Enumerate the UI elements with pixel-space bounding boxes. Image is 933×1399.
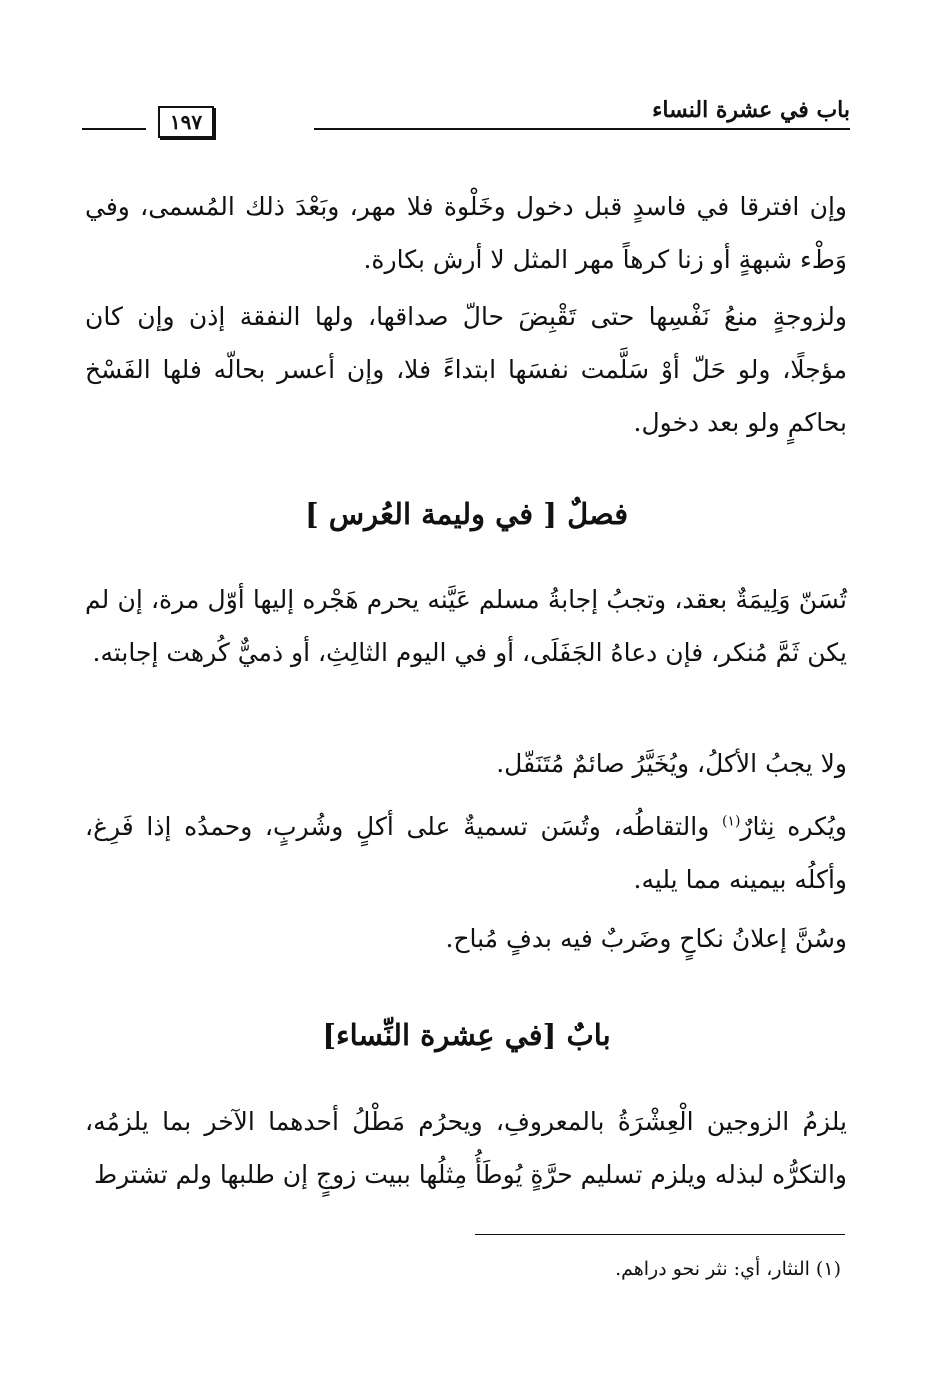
paragraph: يلزمُ الزوجين الْعِشْرَةُ بالمعروفِ، ويحرُم مَطْلُ أحدهما الآخر بما يلزمُه، والتكرُّه لبذله ويلزم تسليم حرَّةٍ يُوطَأُ مِثلُها ببيت زوجٍ إن طلبها ولم تشترط xyxy=(85,1107,847,1189)
paragraph-text: والتقاطُه، وتُسَن تسميةٌ على أكلٍ وشُربٍ، وحمدُه إذا فَرِغ، وأكلُه بيمينه مما يليه. xyxy=(85,812,847,894)
footnote: (١) النثار، أي: نثر نحو دراهم. xyxy=(615,1258,841,1280)
paragraph-text: ويُكره نِثارٌ xyxy=(740,812,848,841)
paragraph: وسُنَّ إعلانُ نكاحٍ وضَربٌ فيه بدفٍ مُباح. xyxy=(445,924,847,953)
footnote-separator xyxy=(475,1234,845,1235)
page-number: ١٩٧ xyxy=(158,106,214,138)
paragraph: وإن افترقا في فاسدٍ قبل دخول وخَلْوة فلا مهر، وبَعْدَ ذلك المُسمى، وفي وَطْء شبهةٍ أو زنا كرهاً مهر المثل لا أرش بكارة. xyxy=(85,192,847,274)
chapter-heading: بابٌ [في عِشرة النِّساء] xyxy=(322,1018,611,1052)
paragraph: تُسَنّ وَلِيمَةٌ بعقد، وتجبُ إجابةُ مسلم عَيَّنه يحرم هَجْره إليها أوّل مرة، إن لم يكن ثَمَّ مُنكر، فإن دعاهُ الجَفَلَى، أو في اليوم الثالِثِ، أو ذميٌّ كُرهت إجابته. xyxy=(85,585,847,667)
header-rule-left xyxy=(82,128,146,130)
page-header xyxy=(82,96,850,148)
running-title: باب في عشرة النساء xyxy=(652,97,850,123)
footnote-marker[interactable]: (١) xyxy=(721,813,741,830)
paragraph: ولا يجبُ الأكلُ، ويُخَيَّرُ صائمٌ مُتَنَفّل. xyxy=(496,749,847,778)
section-heading: فصلٌ [ في وليمة العُرس ] xyxy=(304,497,629,531)
header-rule xyxy=(314,128,850,130)
paragraph: ولزوجةٍ منعُ نَفْسِها حتى تَقْبِضَ حالّ صداقها، ولها النفقة إذن وإن كان مؤجلًا، ولو حَلّ أوْ سَلَّمت نفسَها ابتداءً فلا، وإن أعسر بحالّه فلها الفَسْخ بحاكمٍ ولو بعد دخول. xyxy=(85,302,847,437)
paragraph xyxy=(85,800,847,906)
